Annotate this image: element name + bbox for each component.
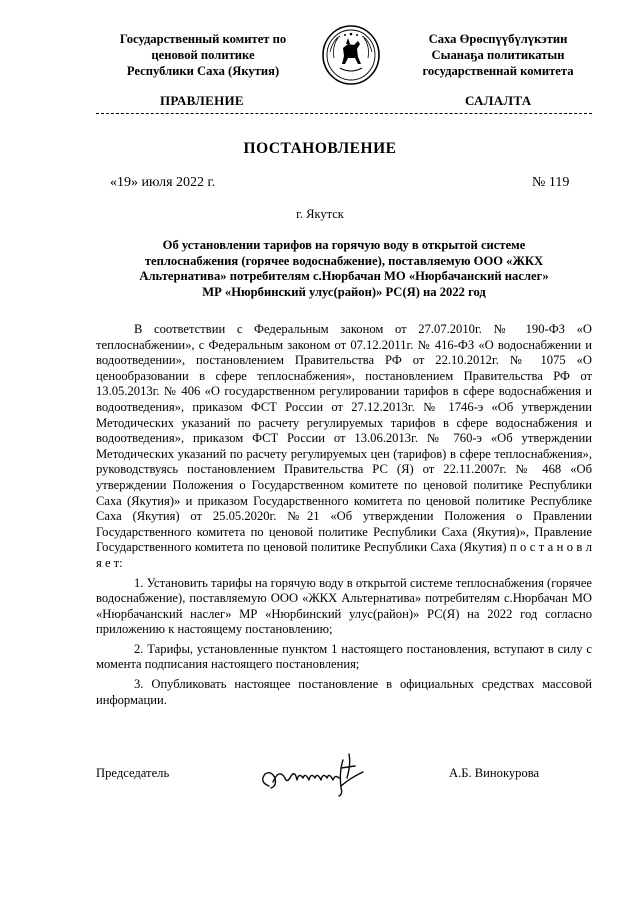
issuer-yakut-line: государственнай комитета [422,64,574,78]
subject-line: Об установлении тарифов на горячую воду в открытой системе [162,238,526,252]
issuer-yakut-line: Саха Өрөспүүбүлүкэтин [428,32,568,46]
preamble-paragraph: В соответствии с Федеральным законом от 27.07.2010г. № 190-ФЗ «О теплоснабжении», с Федеральным законом от 07.12.2011г. № 416-ФЗ «О водоснабжении и водоотведении», постановлением Правительства РФ от 22.10.2012г. № 1075 «О ценообразовании в сфере теплоснабжения», постановлением Правительства РФ от 13.05.2013г. № 406 «О государственном регулировании тарифов в сфере водоснабжения и водоотведения», приказом ФСТ России от 27.12.2013г. № 1746-э «Об утверждении Методических указаний по расчету регулируемых тарифов в сфере водоснабжения и водоотведения», приказом ФСТ России от 13.06.2013г. № 760-э «Об утверждении Методических указаний по расчету регулируемых цен (тарифов) в сфере теплоснабжения», руководствуясь постановлением Правительства РС (Я) от 22.11.2007г. № 468 «Об утверждении Положения о Государственном комитете по ценовой политике Республики Саха (Якутия)» и приказом Государственного комитета по ценовой политике Республике Саха (Якутия) от 25.05.2020г. №21 «Об утверждении Положения о Правлении Государственного комитета по ценовой политике Республики Саха (Якутия)», Правление Государственного комитета по ценовой политике Республики Саха (Якутия) п о с т а н о в л я е т: [96,322,592,570]
issuer-ru-line: ценовой политике [151,48,255,62]
subject-line: Альтернатива» потребителям с.Нюрбачан МО «Нюрбачанский наслег» [139,269,549,284]
issuer-name-yakut [400,31,596,79]
document-number: № 119 [532,175,570,190]
subject-line: МР «Нюрбинский улус(район)» РС(Я) на 2022 год [202,284,486,299]
handwritten-signature-icon [255,748,380,798]
issuer-ru-line: Республики Саха (Якутия) [126,64,280,78]
board-label-russian: ПРАВЛЕНИЕ [160,93,244,108]
resolution-item: 2. Тарифы, установленные пунктом 1 настоящего постановления, вступают в силу с момента подписания настоящего постановления; [96,641,592,672]
chair-name: А.Б. Винокурова [449,766,540,780]
resolution-item: 3. Опубликовать настоящее постановление в официальных средствах массовой информации. [96,677,592,707]
issuer-name-russian [96,31,310,79]
document-city: г. Якутск [296,207,344,221]
resolution-item: 1. Установить тарифы на горячую воду в открытой системе теплоснабжения (горячее водоснабжение), поставляемую ООО «ЖКХ Альтернатива» потребителям с.Нюрбачан МО «Нюрбачанский наслег» МР «Нюрбинский улус(район)» РС(Я) на 2022 год согласно приложению к настоящему постановлению; [96,575,592,637]
issuer-ru-line: Государственный комитет по [119,32,287,46]
coat-of-arms-icon [320,24,382,86]
document-type-title: ПОСТАНОВЛЕНИЕ [243,140,397,157]
subject-line: теплоснабжения (горячее водоснабжение), поставляемую ООО «ЖКХ [144,253,544,268]
document-subject [96,238,592,300]
document-body [96,322,592,708]
issuer-yakut-line: Сыанаҕа политикатын [431,48,565,62]
header-divider [96,113,592,114]
chair-label: Председатель [96,766,170,780]
board-label-yakut: САЛАЛТА [465,93,532,108]
document-date: «19» июля 2022 г. [110,175,216,190]
